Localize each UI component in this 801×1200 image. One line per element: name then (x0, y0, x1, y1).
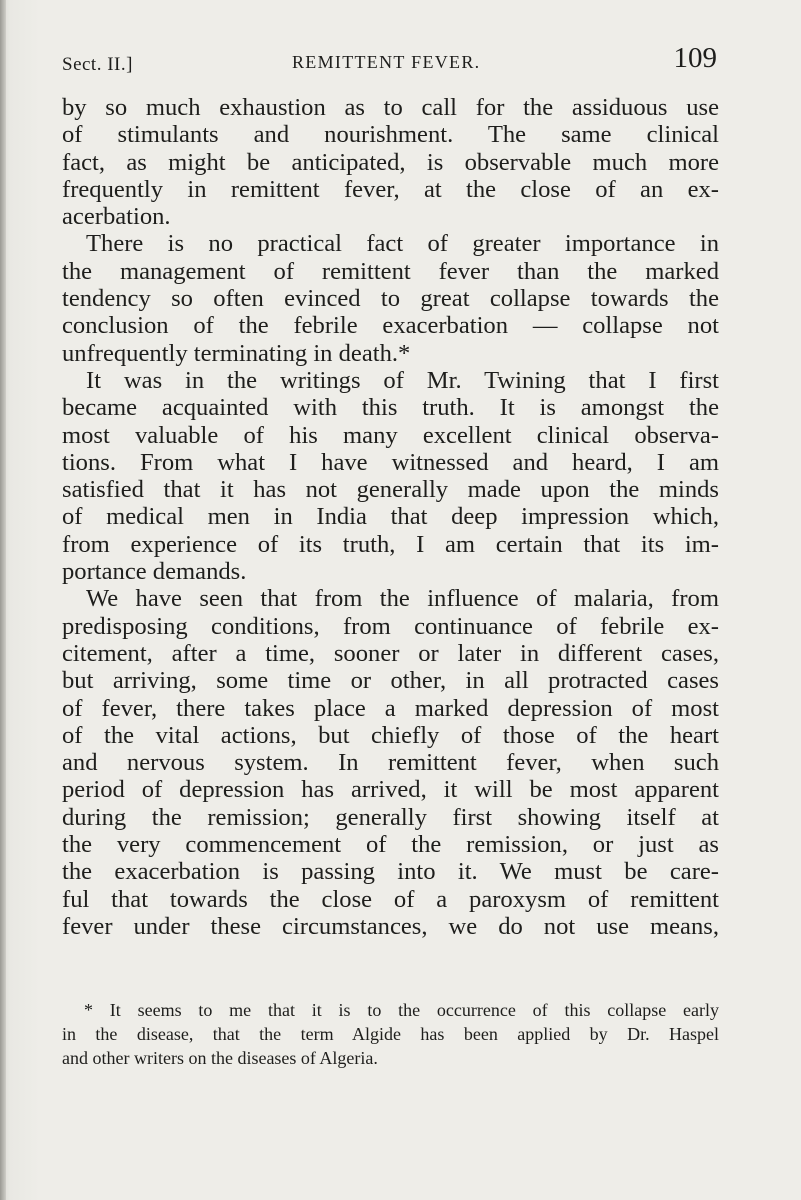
footnote-line: and other writers on the diseases of Algeria. (62, 1048, 378, 1068)
text-line: the management of remittent fever than the marked (62, 257, 719, 285)
text-line: conclusion of the febrile exacerbation — collapse not (62, 312, 719, 340)
text-line: tions. From what I have witnessed and heard, I am (62, 448, 719, 476)
text-line: but arriving, some time or other, in all protracted cases (62, 667, 719, 695)
text-line: It was in the writings of Mr. Twining that I first (86, 366, 719, 394)
text-line: We have seen that from the influence of malaria, from (86, 585, 719, 613)
text-line: from experience of its truth, I am certain that its im- (62, 530, 719, 558)
text-line: most valuable of his many excellent clinical observa- (62, 421, 719, 449)
text-line: of medical men in India that deep impression which, (62, 503, 719, 531)
footnote (62, 998, 719, 1070)
text-line: of stimulants and nourishment. The same clinical (62, 121, 719, 149)
text-line: frequently in remittent fever, at the close of an ex- (62, 175, 719, 203)
section-label: Sect. II.] (62, 54, 133, 75)
text-line: fever under these circumstances, we do not use means, (62, 912, 719, 940)
text-line: There is no practical fact of greater importance in (86, 230, 719, 258)
body-text (62, 94, 719, 940)
page-gutter-shadow (0, 0, 6, 1200)
text-line: tendency so often evinced to great collapse towards the (62, 285, 719, 313)
text-line: the very commencement of the remission, or just as (62, 831, 719, 859)
text-line: portance demands. (62, 558, 247, 586)
text-line: by so much exhaustion as to call for the assiduous use (62, 94, 719, 121)
text-line: predisposing conditions, from continuance of febrile ex- (62, 612, 719, 640)
text-line: and nervous system. In remittent fever, when such (62, 749, 719, 777)
footnote-line: in the disease, that the term Algide has been applied by Dr. Haspel (62, 1024, 719, 1044)
footnote-line: * It seems to me that it is to the occurrence of this collapse early (84, 1000, 719, 1020)
text-line: ful that towards the close of a paroxysm of remittent (62, 885, 719, 913)
text-line: period of depression has arrived, it will be most apparent (62, 776, 719, 804)
text-line: unfrequently terminating in death.* (62, 339, 411, 367)
running-header (62, 42, 717, 86)
text-line: of the vital actions, but chiefly of those of the heart (62, 721, 719, 749)
text-line: during the remission; generally first showing itself at (62, 803, 719, 831)
text-line: acerbation. (62, 203, 171, 231)
text-line: the exacerbation is passing into it. We must be care- (62, 858, 719, 886)
page-number: 109 (673, 42, 717, 74)
text-line: fact, as might be anticipated, is observable much more (62, 148, 719, 176)
text-line: of fever, there takes place a marked depression of most (62, 694, 719, 722)
text-line: satisfied that it has not generally made upon the minds (62, 476, 719, 504)
text-line: citement, after a time, sooner or later in different cases, (62, 639, 719, 667)
text-line: became acquainted with this truth. It is amongst the (62, 394, 719, 422)
running-title: REMITTENT FEVER. (292, 52, 481, 72)
